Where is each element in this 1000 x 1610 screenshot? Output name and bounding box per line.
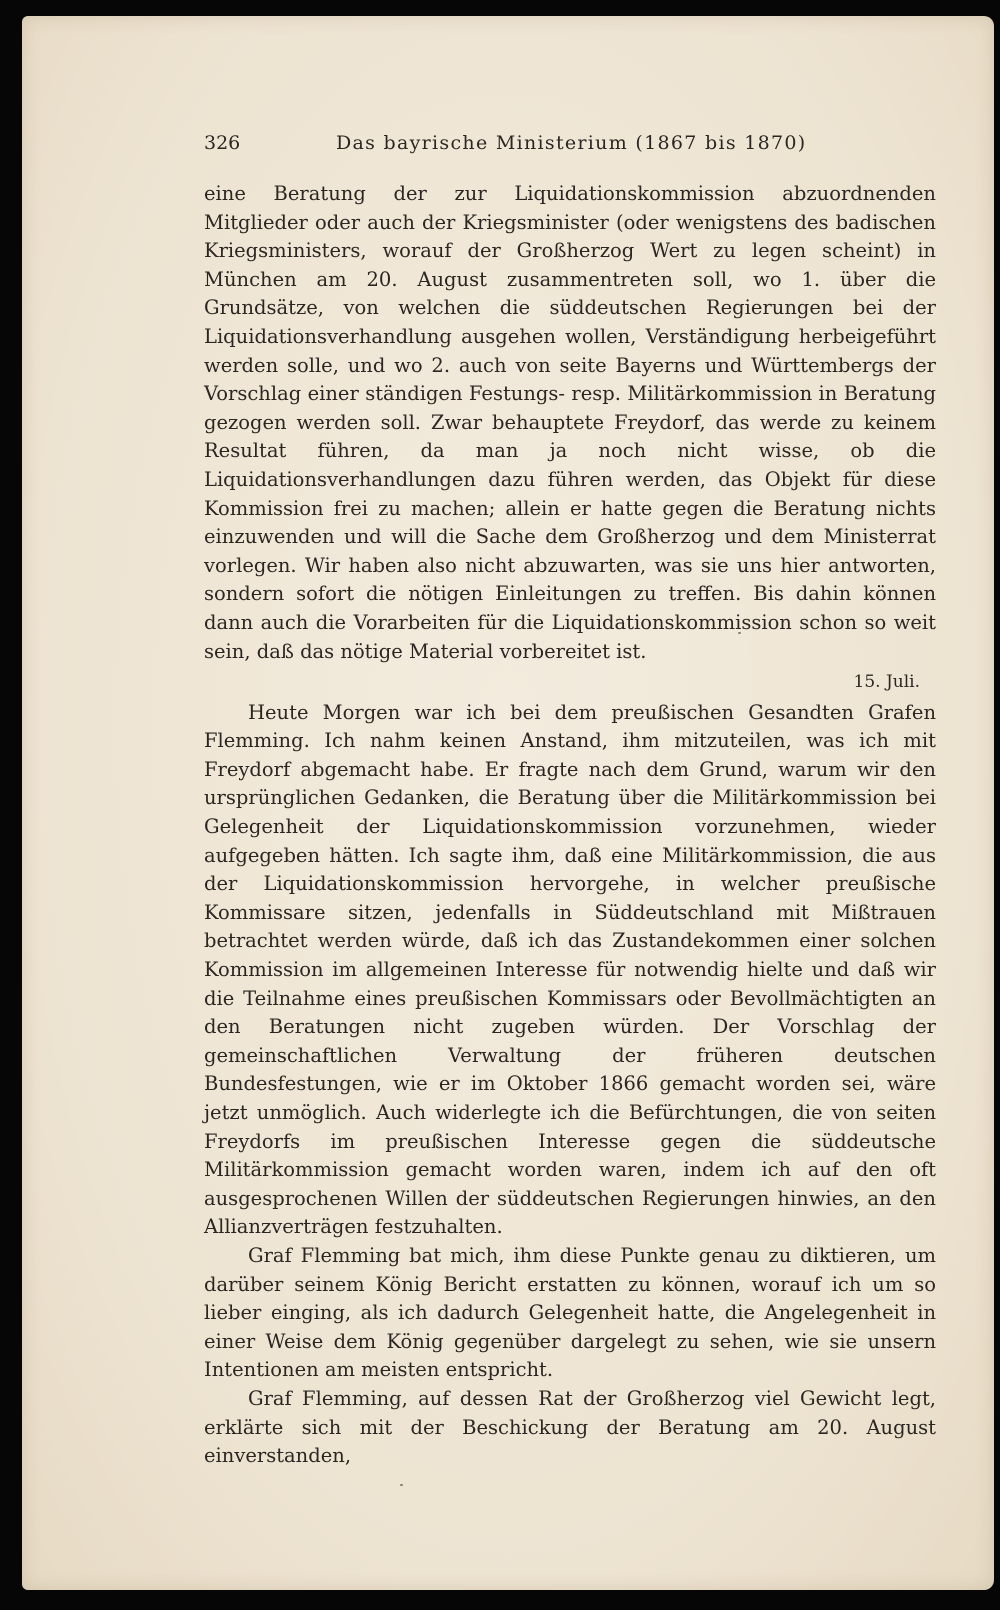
page-header [204,132,934,162]
paragraph: Heute Morgen war ich bei dem preußischen Gesandten Grafen Flemming. Ich nahm keinen Anstand, ihm mitzuteilen, was ich mit Freydorf abgemacht habe. Er fragte nach dem Grund, warum wir den ursprünglichen Gedanken, die Beratung über die Militärkommission bei Gelegenheit der Liquidationskommission vorzunehmen, wieder aufgegeben hätten. Ich sagte ihm, daß eine Militärkommission, die aus der Liquidationskommission hervorgehe, in welcher preußische Kommissare sitzen, jedenfalls in Süddeutschland mit Mißtrauen betrachtet werden würde, daß ich das Zustandekommen einer solchen Kommission im allgemeinen Interesse für notwendig hielte und daß wir die Teilnahme eines preußischen Kommissars oder Bevollmächtigten an den Beratungen nicht zugeben würden. Der Vorschlag der gemeinschaftlichen Verwaltung der früheren deutschen Bundesfestungen, wie er im Oktober 1866 gemacht worden sei, wäre jetzt unmöglich. Auch widerlegte ich die Befürchtungen, die von seiten Freydorfs im preußischen Interesse gegen die süddeutsche Militärkommission gemacht worden waren, indem ich auf den oft ausgesprochenen Willen der süddeutschen Regierungen hinwies, an den Allianzverträgen festzuhalten. [204,700,936,1239]
body-text [204,180,936,1471]
running-head: Das bayrische Ministerium (1867 bis 1870) [336,132,807,154]
paragraph: Graf Flemming, auf dessen Rat der Großherzog viel Gewicht legt, erklärte sich mit der Beschickung der Beratung am 20. August einverstanden, [204,1386,936,1468]
paragraph: Graf Flemming bat mich, ihm diese Punkte genau zu diktieren, um darüber seinem König Bericht erstatten zu können, worauf ich um so lieber einging, als ich dadurch Gelegenheit hatte, die Angelegenheit in einer Weise dem König gegenüber dargelegt zu sehen, wie sie unsern Intentionen am meisten entspricht. [204,1243,936,1382]
paper-speck [400,1484,403,1486]
paragraph-continued: eine Beratung der zur Liquidationskommission abzuordnenden Mitglieder oder auch der Kriegsminister (oder wenigstens des badischen Kriegsministers, worauf der Großherzog Wert zu legen scheint) in München am 20. August zusammentreten soll, wo 1. über die Grundsätze, von welchen die süddeutschen Regierungen bei der Liquidationsverhandlung ausgehen wollen, Verständigung herbeigeführt werden solle, und wo 2. auch von seite Bayerns und Württembergs der Vorschlag einer ständigen Festungs- resp. Militärkommission in Beratung gezogen werden soll. Zwar behauptete Freydorf, das werde zu keinem Resultat führen, da man ja noch nicht wisse, ob die Liquidationsverhandlungen dazu führen werden, das Objekt für diese Kommission frei zu machen; allein er hatte gegen die Beratung nichts einzuwenden und will die Sache dem Großherzog und dem Ministerrat vorlegen. Wir haben also nicht abzuwarten, was sie uns hier antworten, sondern sofort die nötigen Einleitungen zu treffen. Bis dahin können dann auch die Vorarbeiten für die Liquidationskommission schon so weit sein, daß das nötige Material vorbereitet ist. [204,182,936,663]
dateline: 15. Juli. [853,672,920,693]
page-number: 326 [204,132,241,154]
